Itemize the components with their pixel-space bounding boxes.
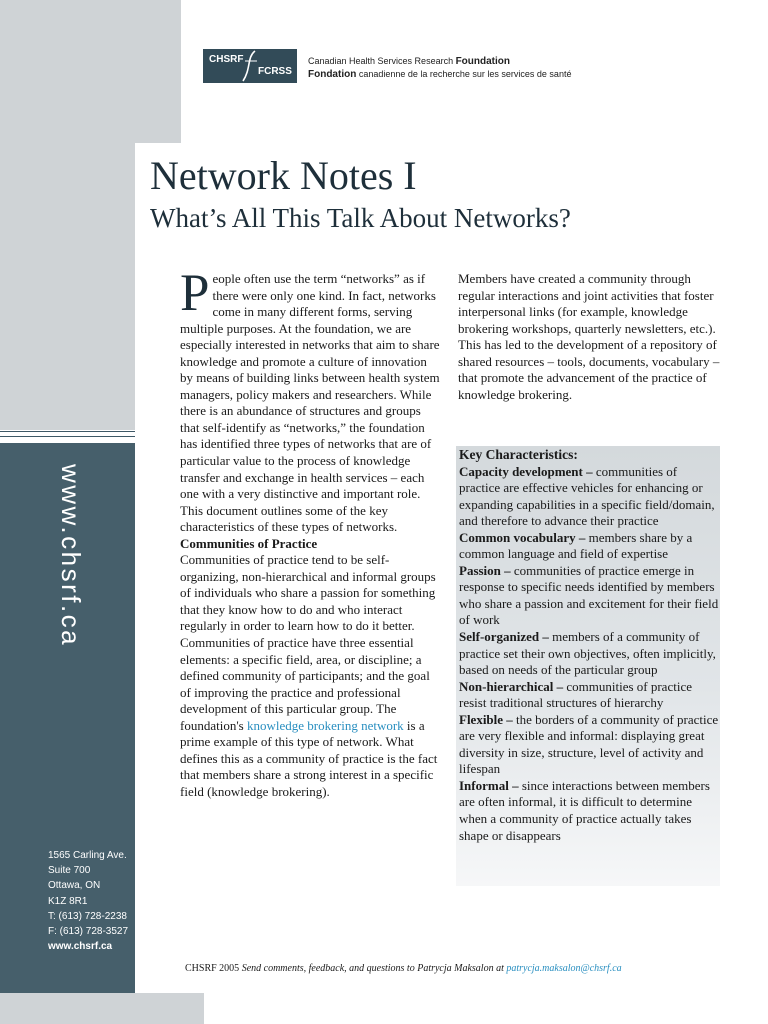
gray-band-bottom [0,993,204,1024]
characteristic-item: Self-organized – members of a community of practice set their own objectives, often implicitly, based on needs of the particular group [459,629,716,678]
address-line: Ottawa, ON [48,880,101,892]
key-characteristics-title: Key Characteristics: [459,447,578,462]
gray-band-side [0,143,135,430]
divider-rule [0,436,135,437]
knowledge-brokering-link[interactable]: knowledge brokering network [246,717,404,733]
sidebar-web-link[interactable]: www.chsrf.ca [48,941,113,953]
logo-left-text: CHSRF [209,54,244,65]
key-characteristics [459,447,721,844]
characteristic-item: Non-hierarchical – communities of practice resist traditional structures of hierarchy [459,678,692,711]
section-heading-cop: Communities of Practice [180,535,318,551]
page-title: Network Notes I [150,153,417,198]
cop-paragraph: Communities of practice tend to be self-organizing, non-hierarchical and informal groups of individuals who share a passion for something that they know how to do and who interact regularly in order to learn how to do it better. Communities of practice have three essential elements: a specific field, area, or discipline; a defined community of participants; and the goal of improving the practice and professional development of this particular group. The foundation's knowledge brokering network is a prime example of this type of network. What defines this as a community of practice is the fact that members share a strong interest in a specific field (knowledge brokering). [180,552,438,799]
right-column [458,271,720,403]
gray-band-top [0,0,181,143]
footer [185,963,622,974]
sidebar-url-vertical[interactable]: www.chsrf.ca [56,464,86,648]
drop-cap: P [180,264,210,322]
phone-line: T: (613) 728-2238 [48,910,127,922]
address-line: K1Z 8R1 [48,895,88,907]
characteristic-item: Informal – since interactions between members are often informal, it is difficult to determine when a community of practice actually takes shape or disappears [459,777,710,843]
address-line: Suite 700 [48,865,91,877]
chsrf-logo [203,49,297,83]
characteristic-item: Passion – communities of practice emerge in response to specific needs identified by members who share a passion and excitement for their field of work [459,562,719,628]
page-subtitle: What’s All This Talk About Networks? [150,203,571,233]
divider-rule [0,431,135,432]
logo-right-text: FCRSS [258,66,292,77]
sidebar-address [48,848,128,954]
intro-paragraph: People often use the term “networks” as if there were only one kind. In fact, networks come in many different forms, serving multiple purposes. At the foundation, we are especially interested in networks that aim to share knowledge and promote a culture of innovation by means of building links between health system managers, policy makers and researchers. While there is an abundance of structures and groups that self-identify as “networks,” the foundation has identified three types of networks that are of particular value to the process of knowledge transfer and exchange in health services – each one with a very distinctive and important role. This document outlines some of the key characteristics of these types of networks. [180,264,440,535]
members-paragraph: Members have created a community through regular interactions and joint activities that foster interpersonal links (for example, knowledge brokering workshops, quarterly newsletters, etc.). This has led to the development of a repository of shared resources – tools, documents, vocabulary – that promote the advancement of the practice of knowledge brokering. [458,271,720,402]
organization-name [308,55,571,81]
fax-line: F: (613) 728-3527 [48,926,129,938]
left-column [180,264,442,801]
org-name-fr: Fondation canadienne de la recherche sur les services de santé [308,69,572,80]
characteristic-item: Capacity development – communities of practice are effective vehicles for enhancing or expanding capabilities in a specific field/domain, and therefore to advance their practice [459,463,715,529]
footer-text: Send comments, feedback, and questions to Patrycja Maksalon at [241,963,507,974]
address-line: 1565 Carling Ave. [48,850,127,861]
footer-copyright: CHSRF 2005 [185,963,242,974]
footer-email-link[interactable]: patrycja.maksalon@chsrf.ca [506,963,622,974]
characteristic-item: Flexible – the borders of a community of practice are very flexible and informal: displaying great diversity in size, structure, level of activity and lifespan [459,711,719,777]
org-name-en: Canadian Health Services Research Foundation [308,56,511,67]
characteristic-item: Common vocabulary – members share by a common language and field of expertise [459,529,693,562]
